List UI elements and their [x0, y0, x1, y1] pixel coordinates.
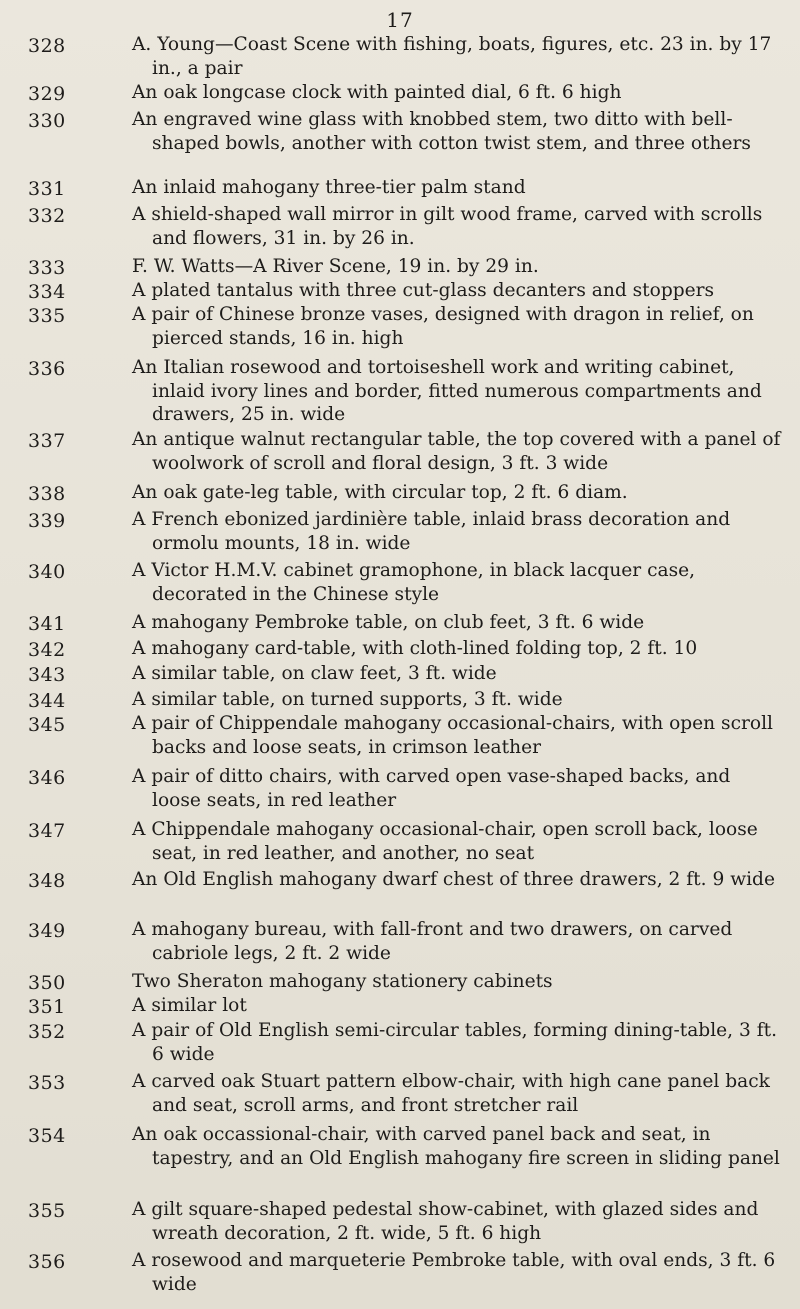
lot-number: 356	[28, 1251, 66, 1273]
lot-description	[132, 688, 782, 712]
lot-number: 352	[28, 1021, 66, 1043]
lot-description-text: An engraved wine glass with knobbed stem, two ditto with bell-shaped bowls, another with cotton twist stem, and three others	[132, 109, 751, 154]
lot-description-text: A plated tantalus with three cut-glass decanters and stoppers	[132, 280, 715, 301]
lot-description	[132, 559, 782, 606]
lot-description-text: An oak gate-leg table, with circular top, 2 ft. 6 diam.	[132, 482, 628, 503]
lot-description	[132, 994, 782, 1018]
lot-description-text: An oak occassional-chair, with carved panel back and seat, in tapestry, and an Old English mahogany fire screen in sliding panel	[132, 1124, 780, 1169]
lot-number: 333	[28, 257, 66, 279]
lot-description	[132, 868, 782, 892]
lot-description-text: A pair of ditto chairs, with carved open vase-shaped backs, and loose seats, in red leather	[132, 766, 731, 811]
lot-number: 336	[28, 358, 66, 380]
lot-description-text: An antique walnut rectangular table, the top covered with a panel of woolwork of scroll and floral design, 3 ft. 3 wide	[132, 429, 781, 474]
lot-number: 331	[28, 178, 66, 200]
lot-description-text: A rosewood and marqueterie Pembroke table, with oval ends, 3 ft. 6 wide	[132, 1250, 776, 1295]
lot-number: 353	[28, 1072, 66, 1094]
lot-description	[132, 1198, 782, 1245]
lot-description-text: A pair of Chippendale mahogany occasional-chairs, with open scroll backs and loose seats, in crimson leather	[132, 713, 773, 758]
lot-description	[132, 428, 782, 475]
lot-number: 346	[28, 767, 66, 789]
lot-description	[132, 611, 782, 635]
lot-description-text: A similar table, on claw feet, 3 ft. wide	[132, 663, 497, 684]
lot-number: 348	[28, 870, 66, 892]
lot-number: 343	[28, 664, 66, 686]
lot-description	[132, 1123, 782, 1170]
page-number: 17	[386, 8, 414, 32]
lot-description	[132, 970, 782, 994]
lot-number: 342	[28, 639, 66, 661]
lot-description-text: A Victor H.M.V. cabinet gramophone, in black lacquer case, decorated in the Chinese style	[132, 560, 696, 605]
lot-description-text: A mahogany card-table, with cloth-lined folding top, 2 ft. 10	[132, 638, 698, 659]
lot-description-text: A carved oak Stuart pattern elbow-chair, with high cane panel back and seat, scroll arms, and front stretcher rail	[132, 1071, 770, 1116]
lot-description	[132, 203, 782, 250]
lot-number: 334	[28, 281, 66, 303]
lot-description	[132, 662, 782, 686]
lot-description	[132, 481, 782, 505]
lot-number: 340	[28, 561, 66, 583]
lot-number: 344	[28, 690, 66, 712]
lot-description-text: A. Young—Coast Scene with fishing, boats, figures, etc. 23 in. by 17 in., a pair	[132, 34, 772, 79]
lot-number: 354	[28, 1125, 66, 1147]
lot-number: 345	[28, 714, 66, 736]
lot-number: 351	[28, 996, 66, 1018]
lot-description-text: A pair of Old English semi-circular tables, forming dining-table, 3 ft. 6 wide	[132, 1020, 777, 1065]
lot-number: 350	[28, 972, 66, 994]
lot-description-text: A French ebonized jardinière table, inlaid brass decoration and ormolu mounts, 18 in. wide	[132, 509, 731, 554]
lot-description-text: An Old English mahogany dwarf chest of three drawers, 2 ft. 9 wide	[132, 869, 775, 890]
lot-description-text: A gilt square-shaped pedestal show-cabinet, with glazed sides and wreath decoration, 2 ft. wide, 5 ft. 6 high	[132, 1199, 759, 1244]
lot-number: 338	[28, 483, 66, 505]
lot-number: 330	[28, 110, 66, 132]
lot-number: 355	[28, 1200, 66, 1222]
lot-description	[132, 255, 782, 279]
lot-number: 328	[28, 35, 66, 57]
lot-description	[132, 637, 782, 661]
lot-number: 332	[28, 205, 66, 227]
lot-description	[132, 1019, 782, 1066]
lot-description	[132, 1249, 782, 1296]
lot-description	[132, 279, 782, 303]
lot-description-text: An Italian rosewood and tortoiseshell work and writing cabinet, inlaid ivory lines and border, fitted numerous compartments and drawers, 25 in. wide	[132, 357, 762, 425]
lot-description	[132, 81, 782, 105]
lot-description	[132, 33, 782, 80]
lot-description	[132, 818, 782, 865]
lot-description-text: A pair of Chinese bronze vases, designed with dragon in relief, on pierced stands, 16 in. high	[132, 304, 754, 349]
lot-description-text: An oak longcase clock with painted dial, 6 ft. 6 high	[132, 82, 622, 103]
lot-description-text: F. W. Watts—A River Scene, 19 in. by 29 in.	[132, 256, 539, 277]
lot-description-text: A shield-shaped wall mirror in gilt wood frame, carved with scrolls and flowers, 31 in. by 26 in.	[132, 204, 763, 249]
lot-number: 341	[28, 613, 66, 635]
lot-number: 349	[28, 920, 66, 942]
lot-description	[132, 508, 782, 555]
lot-description	[132, 765, 782, 812]
lot-description-text: A similar lot	[132, 995, 247, 1016]
lot-description	[132, 712, 782, 759]
lot-number: 347	[28, 820, 66, 842]
lot-description	[132, 108, 782, 155]
lot-description-text: A mahogany bureau, with fall-front and two drawers, on carved cabriole legs, 2 ft. 2 wide	[132, 919, 733, 964]
lot-description-text: A similar table, on turned supports, 3 ft. wide	[132, 689, 563, 710]
lot-number: 339	[28, 510, 66, 532]
lot-description	[132, 918, 782, 965]
lot-description	[132, 356, 782, 427]
lot-description-text: An inlaid mahogany three-tier palm stand	[132, 177, 526, 198]
lot-description	[132, 1070, 782, 1117]
lot-description	[132, 176, 782, 200]
lot-description-text: Two Sheraton mahogany stationery cabinets	[132, 971, 553, 992]
lot-number: 329	[28, 83, 66, 105]
lot-number: 335	[28, 305, 66, 327]
lot-description-text: A mahogany Pembroke table, on club feet, 3 ft. 6 wide	[132, 612, 645, 633]
lot-description-text: A Chippendale mahogany occasional-chair, open scroll back, loose seat, in red leather, and another, no seat	[132, 819, 758, 864]
lot-description	[132, 303, 782, 350]
lot-number: 337	[28, 430, 66, 452]
